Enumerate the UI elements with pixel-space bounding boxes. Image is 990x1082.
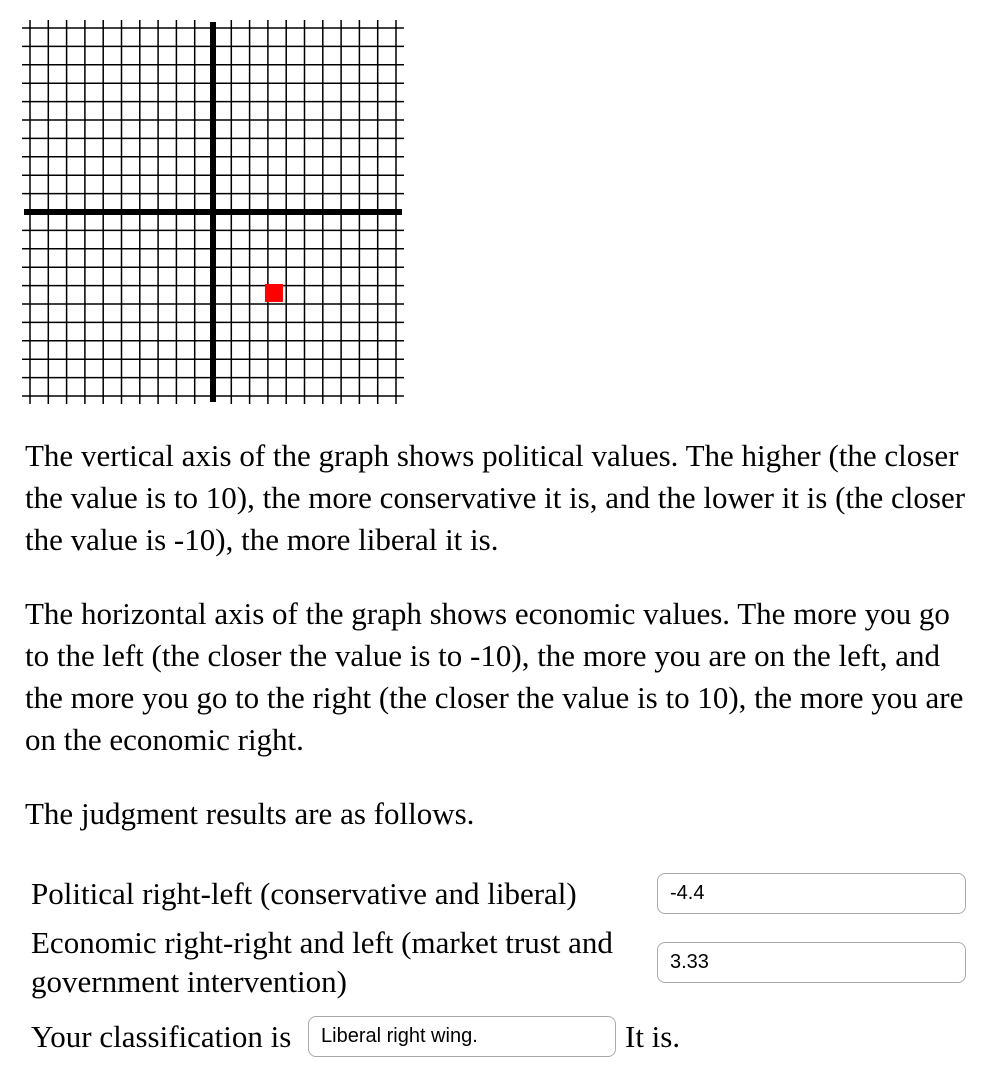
economic-score-field[interactable] (657, 942, 966, 983)
political-score-field[interactable] (657, 873, 966, 914)
economic-score-label: Economic right-right and left (market trust and government intervention) (31, 925, 613, 999)
classification-field[interactable] (308, 1016, 616, 1057)
results-intro: The judgment results are as follows. (25, 796, 475, 831)
vertical-axis-description: The vertical axis of the graph shows political values. The higher (the closer the value is to 10), the more conservative it is, and the lower it is (the closer the value is -10), the more liberal it is. (25, 438, 966, 557)
horizontal-axis-description: The horizontal axis of the graph shows economic values. The more you go to the left (the closer the value is to -10), the more you are on the left, and the more you go to the right (the closer the value is to 10), the more you are on the economic right. (25, 596, 964, 757)
classification-suffix: It is. (625, 1019, 681, 1054)
classification-label: Your classification is (31, 1019, 292, 1054)
result-marker (265, 284, 283, 302)
political-compass-graph (22, 20, 404, 404)
political-score-label: Political right-left (conservative and liberal) (31, 876, 577, 911)
